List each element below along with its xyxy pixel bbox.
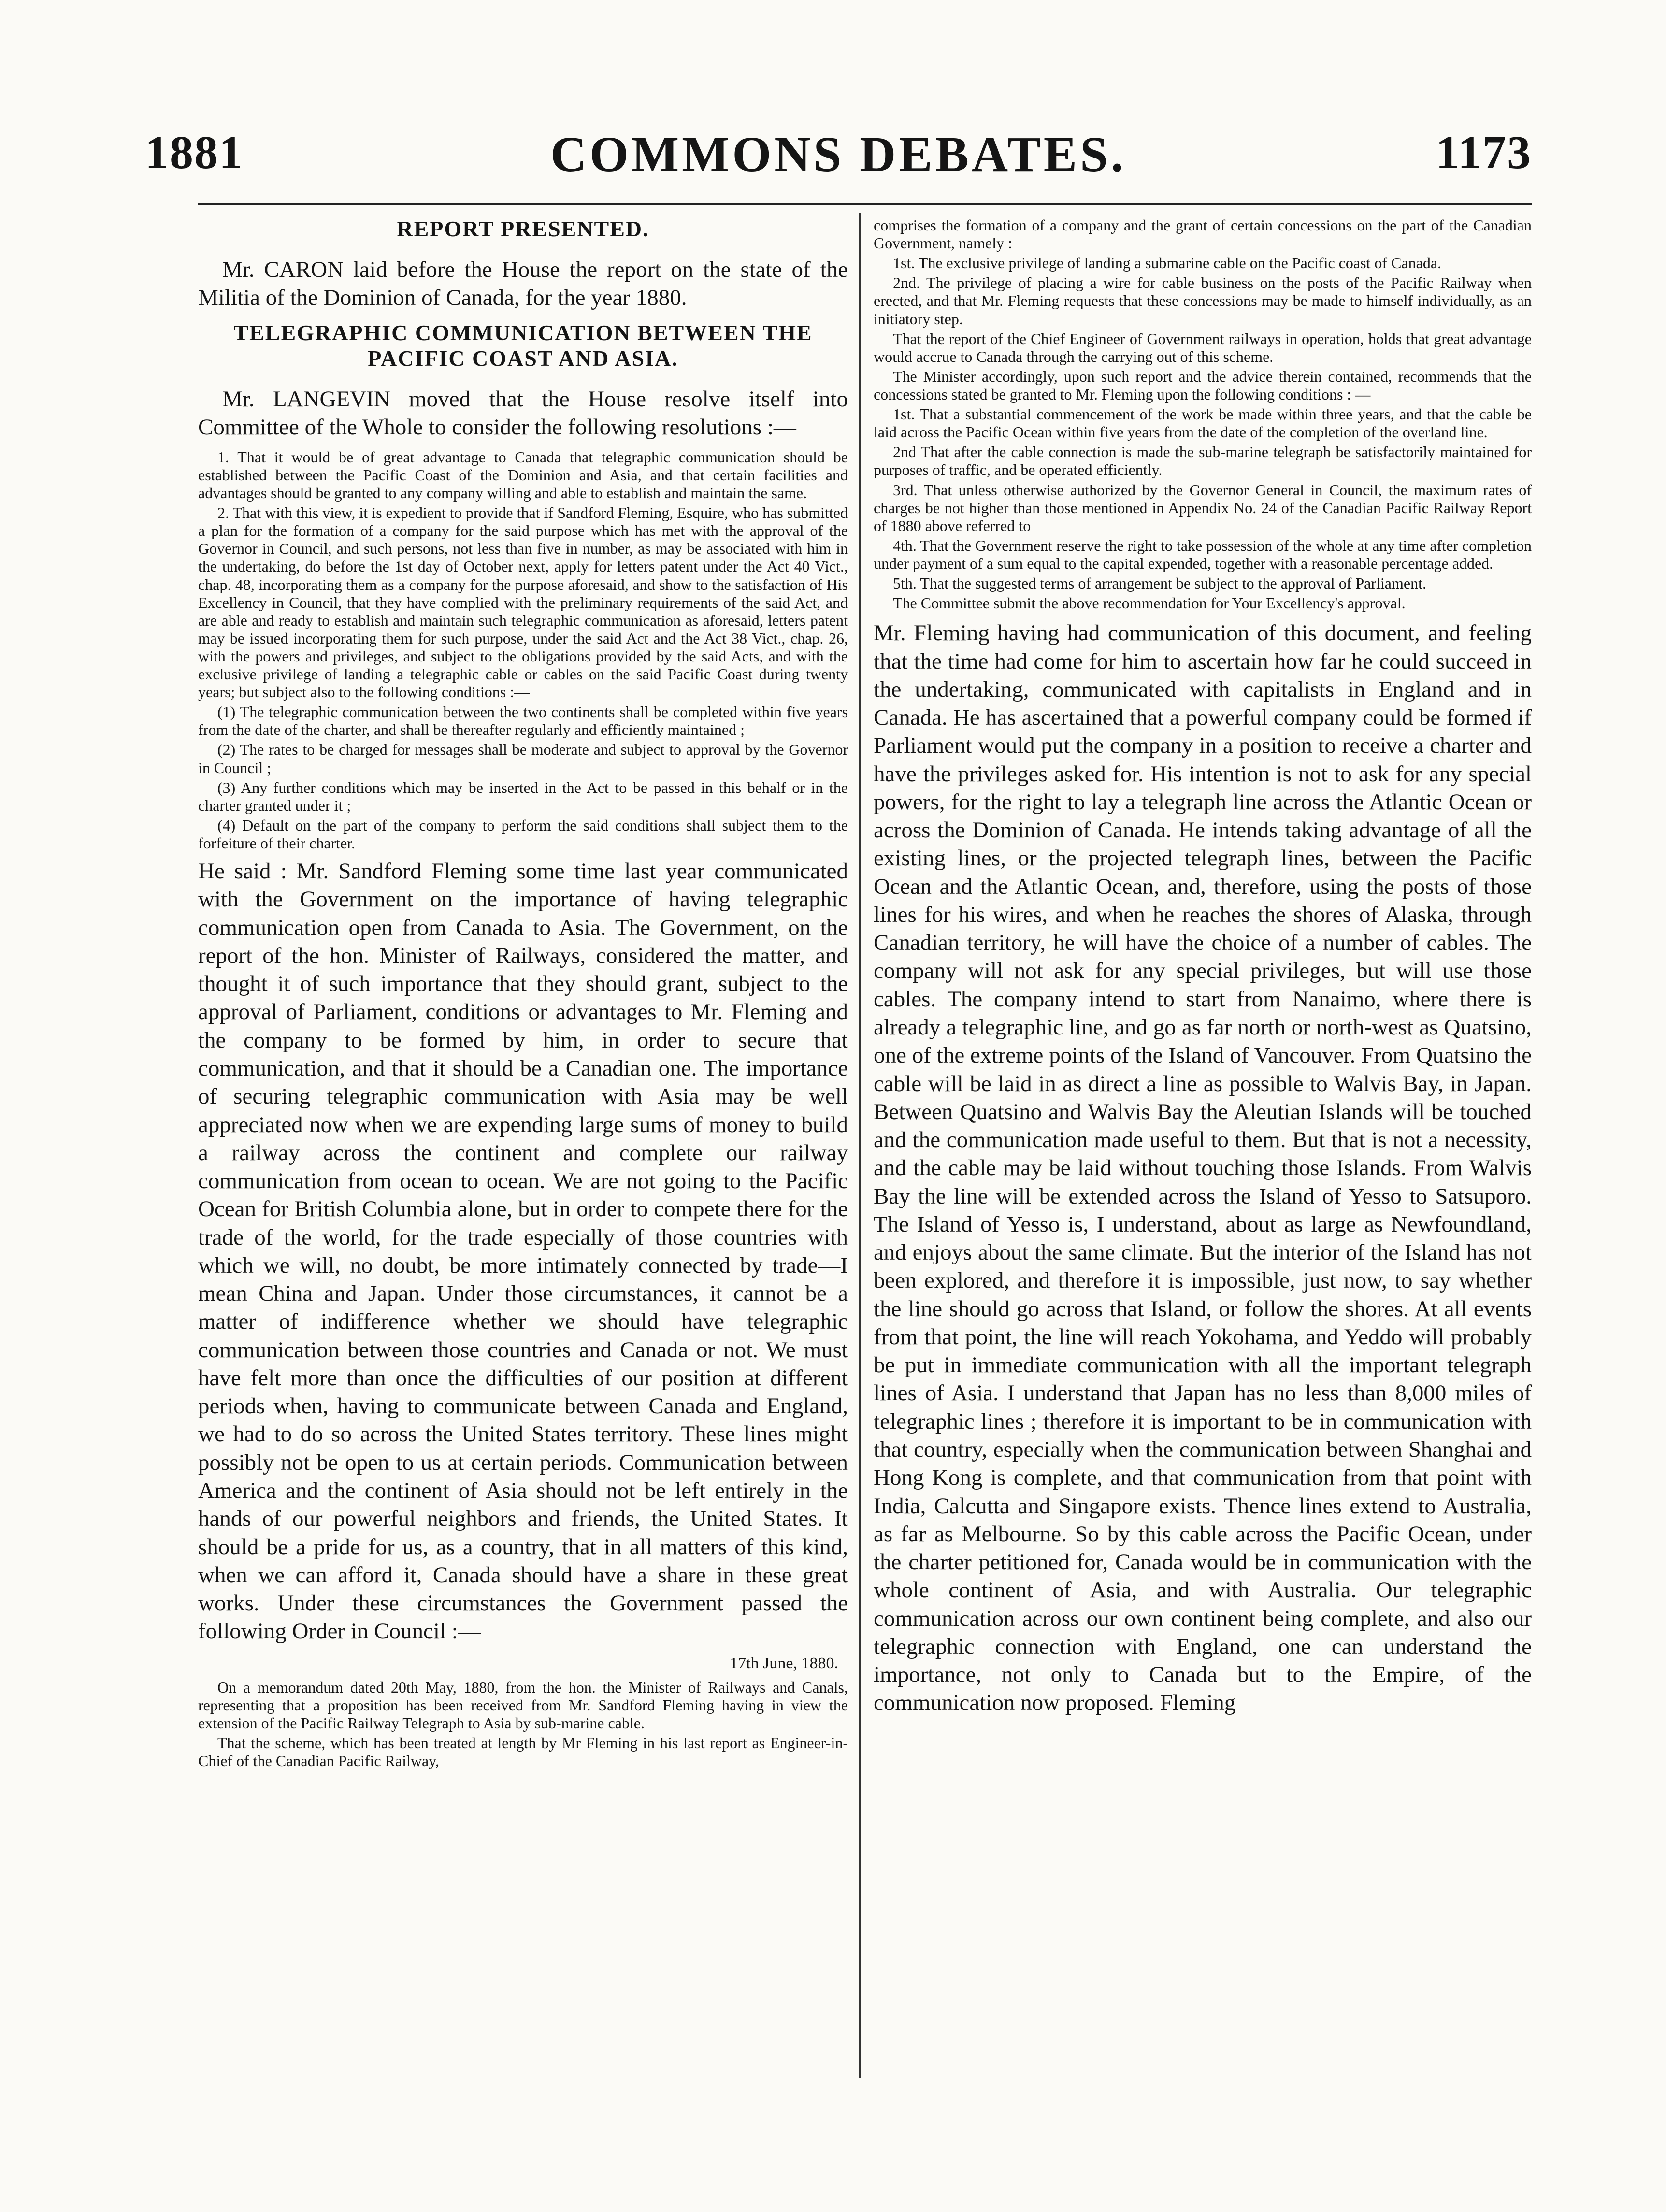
header-rule	[198, 203, 1532, 205]
fleming-speech: Mr. Fleming having had communication of this document, and feeling that the time had come for him to ascertain how far he could succeed in the undertaking, communicated with capitalists in England and in Canada. He has ascertained that a powerful company could be formed if Parliament would put the company in a position to receive a charter and have the privileges asked for. His intention is not to ask for any special powers, for the right to lay a telegraph line across the Atlantic Ocean or across the Dominion of Canada. He intends taking advantage of all the existing lines, or the projected telegraph lines, between the Pacific Ocean and the Atlantic Ocean, and, therefore, using the posts of those lines for his wires, and when he reaches the shores of Alaska, through Canadian territory, he will have the choice of a number of cables. The company will not ask for any special privileges, but will use those cables. The company intend to start from Nanaimo, where there is already a telegraphic line, and go as far north or north-west as Quatsino, one of the extreme points of the Island of Vancouver. From Quatsino the cable will be laid in as direct a line as possible to Walvis Bay, in Japan. Between Quatsino and Walvis Bay the Aleutian Islands will be touched and the communication made useful to them. But that is not a necessity, and the cable may be laid without touching those Islands. From Walvis Bay the line will be extended across the Island of Yesso to Satsuporo. The Island of Yesso is, I understand, about as large as Newfoundland, and enjoys about the same climate. But the interior of the Island has not been explored, and therefore it is impossible, just now, to say whether the line should go across that Island, or follow the shores. At all events from that point, the line will reach Yokohama, and Yeddo will probably be put in immediate communication with all the important telegraph lines of Asia. I understand that Japan has no less than 8,000 miles of telegraphic lines ; therefore it is important to be in communication with that country, especially when the communication between Shanghai and Hong Kong is complete, and that communication from that point with India, Calcutta and Singapore exists. Thence lines extend to Australia, as far as Melbourne. So by this cable across the Pacific Ocean, under the charter petitioned for, Canada would be in communication with the whole continent of Asia, and with Australia. Our telegraphic communication across our own continent being complete, and also our telegraphic connection with England, one can understand the importance, not only to Canada but to the Empire, of the communication now proposed. Fleming	[874, 620, 1532, 1716]
langevin-motion: Mr. LANGEVIN moved that the House resolve itself into Committee of the Whole to consider the following resolutions :—	[198, 387, 848, 440]
page-number: 1173	[1436, 127, 1532, 179]
engineer-report-para: That the report of the Chief Engineer of Government railways in operation, holds that great advantage would accrue to Canada through the carrying out of this scheme.	[874, 330, 1532, 365]
memorandum-paragraph: On a memorandum dated 20th May, 1880, from the hon. the Minister of Railways and Canals, representing that a proposition has been received from Mr. Sandford Fleming having in view the extension of the Pacific Railway Telegraph to Asia by sub-marine cable.	[198, 1678, 848, 1732]
order-continuation: comprises the formation of a company and the grant of certain concessions on the part of the Canadian Government, namely :	[874, 216, 1532, 252]
report-paragraph: Mr. CARON laid before the House the report on the state of the Militia of the Dominion of Canada, for the year 1880.	[198, 257, 848, 311]
term-2: 2nd That after the cable connection is made the sub-marine telegraph be satisfactorily maintained for purposes of traffic, and be operated efficiently.	[874, 443, 1532, 479]
minister-recommendation: The Minister accordingly, upon such report and the advice therein contained, recommends that the concessions stated be granted to Mr. Fleming upon the following conditions : —	[874, 367, 1532, 403]
condition-1: (1) The telegraphic communication between the two continents shall be completed within five years from the date of the charter, and shall be thereafter regularly and efficiently maintained ;	[198, 703, 848, 739]
term-5: 5th. That the suggested terms of arrangement be subject to the approval of Parliament.	[893, 575, 1426, 592]
concession-1: 1st. The exclusive privilege of landing a submarine cable on the Pacific coast of Canada.	[893, 254, 1442, 272]
resolution-1: 1. That it would be of great advantage to Canada that telegraphic communication should be established between the Pacific Coast of the Dominion and Asia, and that certain facilities and advantages should be granted to any company willing and able to establish and maintain the same.	[198, 448, 848, 502]
condition-3: (3) Any further conditions which may be inserted in the Act to be passed in this behalf or in the charter granted under it ;	[198, 778, 848, 814]
left-column	[198, 216, 848, 2082]
term-4: 4th. That the Government reserve the right to take possession of the whole at any time after completion under payment of a sum equal to the capital expended, together with a reasonable percentage added.	[874, 536, 1532, 572]
right-column	[874, 216, 1532, 2082]
order-date: 17th June, 1880.	[730, 1654, 838, 1672]
term-1: 1st. That a substantial commencement of the work be made within three years, and that the cable be laid across the Pacific Ocean within five years from the date of the completion of the overland line.	[874, 405, 1532, 441]
concession-2: 2nd. The privilege of placing a wire for cable business on the posts of the Pacific Railway when erected, and that Mr. Fleming requests that these concessions may be made to himself individually, as an initiatory step.	[874, 274, 1532, 328]
condition-2: (2) The rates to be charged for messages shall be moderate and subject to approval by the Governor in Council ;	[198, 741, 848, 776]
page-header	[145, 126, 1532, 193]
report-heading: REPORT PRESENTED.	[397, 216, 649, 241]
langevin-speech: He said : Mr. Sandford Fleming some time last year communicated with the Government on the importance of having telegraphic communication open from Canada to Asia. The Government, on the report of the hon. Minister of Railways, considered the matter, and thought it of such importance that they should grant, subject to the approval of Parliament, conditions or advantages to Mr. Fleming and the company to be formed by him, in order to secure that communication, and that it should be a Canadian one. The importance of securing telegraphic communication with Asia may be well appreciated now when we are expending large sums of money to build a railway across the continent and complete our railway communication from ocean to ocean. We are not going to the Pacific Ocean for British Columbia alone, but in order to compete there for the trade of the world, for the trade especially of those countries with which we will, no doubt, be more intimately connected by trade—I mean China and Japan. Under those circumstances, it cannot be a matter of indifference whether we should have telegraphic communication between those countries and Canada or not. We must have felt more than once the difficulties of our position at different periods when, having to communicate between Canada and England, we had to do so across the United States territory. These lines might possibly not be open to us at certain periods. Communication between America and the continent of Asia should not be left entirely in the hands of our powerful neighbors and friends, the United States. It should be a pride for us, as a country, that in all matters of this kind, when we can afford it, Canada should have a share in these great works. Under these circumstances the Government passed the following Order in Council :—	[198, 859, 848, 1644]
term-3: 3rd. That unless otherwise authorized by the Governor General in Council, the maximum rates of charges be not higher than those mentioned in Appendix No. 24 of the Canadian Pacific Railway Report of 1880 above referred to	[874, 481, 1532, 534]
resolution-2: 2. That with this view, it is expedient to provide that if Sandford Fleming, Esquire, who has submitted a plan for the formation of a company for the said purpose which has met with the approval of the Governor in Council, and such persons, not less than five in number, as may be associated with him in the undertaking, do before the 1st day of October next, apply for letters patent under the Act 40 Vict., chap. 48, incorporating them as a company for the purpose aforesaid, and show to the satisfaction of His Excellency in Council, that they have complied with the preliminary requirements of the said Act, and are able and ready to establish and maintain such telegraphic communication as aforesaid, letters patent may be issued incorporating them for such purpose, under the said Act and the Act 38 Vict., chap. 26, with the powers and privileges, and subject to the obligations provided by the said Acts, and with the exclusive privilege of landing a telegraphic cable or cables on the said Pacific Coast during twenty years; but subject also to the following conditions :—	[198, 504, 848, 701]
column-divider	[859, 213, 861, 2078]
scheme-paragraph: That the scheme, which has been treated at length by Mr Fleming in his last report as Engineer-in-Chief of the Canadian Pacific Railway,	[198, 1734, 848, 1770]
page-year: 1881	[145, 127, 244, 179]
telegraphic-heading: TELEGRAPHIC COMMUNICATION BETWEEN THE PACIFIC COAST AND ASIA.	[233, 320, 813, 371]
committee-submission: The Committee submit the above recommendation for Your Excellency's approval.	[893, 594, 1406, 612]
condition-4: (4) Default on the part of the company to perform the said conditions shall subject them to the forfeiture of their charter.	[198, 816, 848, 852]
publication-title: COMMONS DEBATES.	[550, 127, 1126, 182]
